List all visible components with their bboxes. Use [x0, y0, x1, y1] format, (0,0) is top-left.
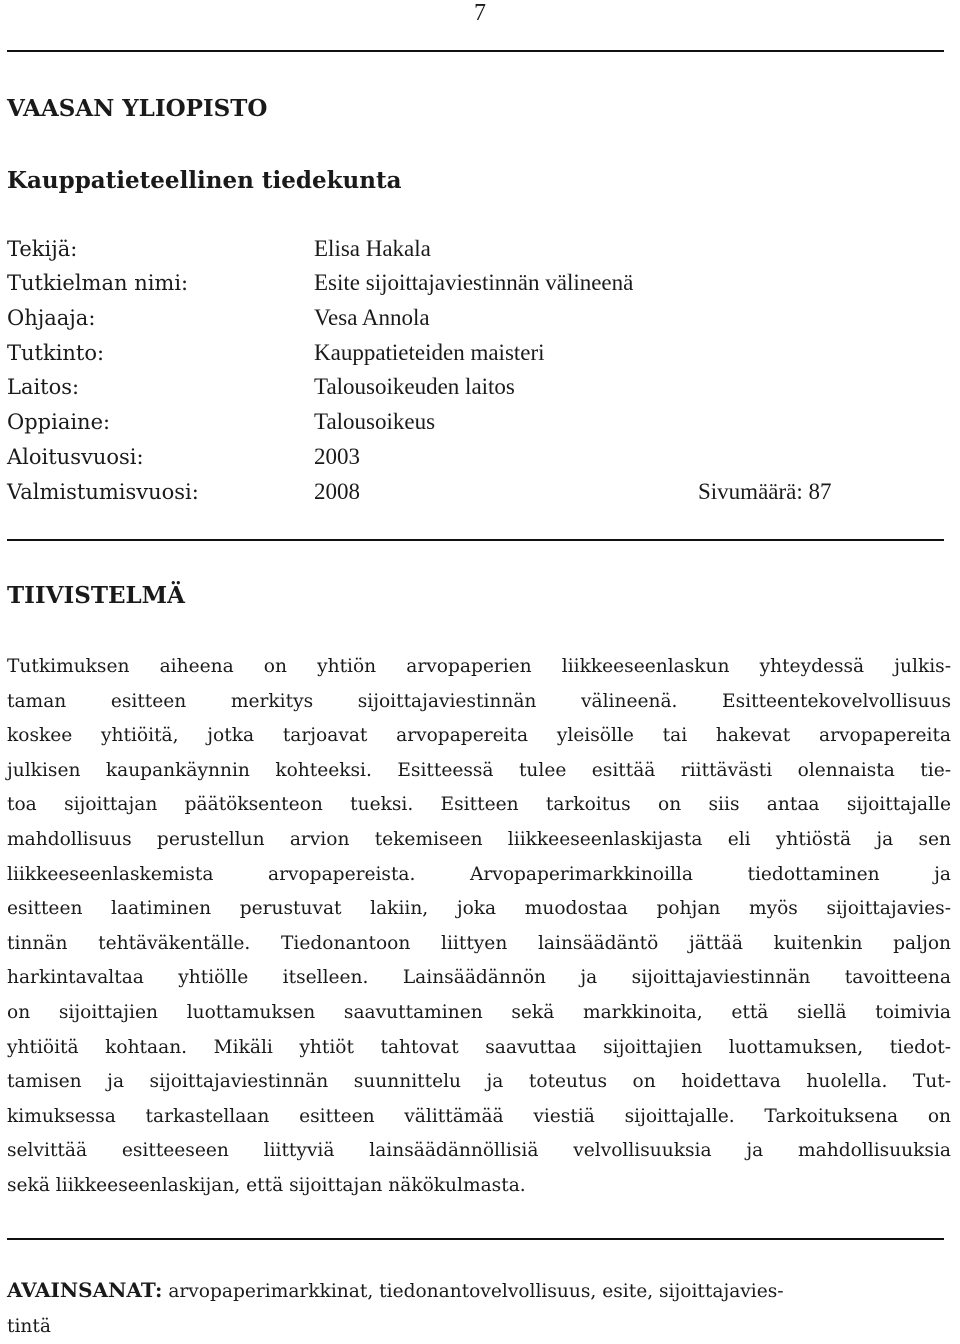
abstract-line: tinnän tehtäväkentälle. Tiedonantoon liittyen lainsäädäntö jättää kuitenkin paljon: [7, 932, 951, 954]
meta-value-author: Elisa Hakala: [314, 236, 431, 261]
meta-label-supervisor: Ohjaaja:: [7, 306, 96, 330]
abstract-line: toa sijoittajan päätöksenteon tueksi. Esitteen tarkoitus on siis antaa sijoittajalle: [7, 794, 951, 816]
meta-page-count: Sivumäärä: 87: [698, 479, 832, 504]
abstract-line: Tutkimuksen aiheena on yhtiön arvopaperien liikkeeseenlaskun yhteydessä julkis-: [7, 656, 951, 677]
page-number: 7: [474, 0, 486, 26]
keywords-list-continued: tintä: [7, 1315, 51, 1337]
meta-label-graduation-year: Valmistumisvuosi:: [7, 480, 199, 504]
header-rule: [7, 50, 944, 52]
abstract-line: selvittää esitteeseen liittyviä lainsäädännöllisiä velvollisuuksia ja mahdollisuuksia: [7, 1140, 951, 1162]
keywords-list: arvopaperimarkkinat, tiedonantovelvollisuus, esite, sijoittajavies-: [162, 1281, 784, 1302]
meta-value-subject: Talousoikeus: [314, 409, 436, 434]
meta-label-subject: Oppiaine:: [7, 410, 111, 434]
abstract-line: tamisen ja sijoittajaviestinnän suunnittelu ja toteutus on hoidettava huolella. Tut-: [7, 1071, 951, 1093]
meta-value-title: Esite sijoittajaviestinnän välineenä: [314, 270, 634, 295]
keywords-section: [7, 1273, 951, 1344]
abstract-line: koskee yhtiöitä, jotka tarjoavat arvopapereita yleisölle tai hakevat arvopapereita: [7, 725, 951, 747]
meta-label-degree: Tutkinto:: [7, 341, 105, 365]
meta-label-department: Laitos:: [7, 375, 80, 399]
section-rule: [7, 539, 944, 541]
keywords-label: AVAINSANAT:: [7, 1278, 163, 1302]
abstract-line: liikkeeseenlaskemista arvopapereista. Arvopaperimarkkinoilla tiedottaminen ja: [7, 863, 951, 885]
faculty-name: Kauppatieteellinen tiedekunta: [7, 167, 402, 194]
abstract-line: esitteen laatiminen perustuvat lakiin, joka muodostaa pohjan myös sijoittajavies-: [7, 898, 951, 920]
meta-label-start-year: Aloitusvuosi:: [7, 445, 144, 469]
abstract-line: yhtiöitä kohtaan. Mikäli yhtiöt tahtovat saavuttaa sijoittajien luottamuksen, tiedot-: [7, 1036, 951, 1058]
abstract-line: taman esitteen merkitys sijoittajaviestinnän välineenä. Esitteentekovelvollisuus: [7, 690, 951, 712]
abstract-line: on sijoittajien luottamuksen saavuttaminen sekä markkinoita, että siellä toimivia: [7, 1001, 951, 1023]
meta-label-author: Tekijä:: [7, 237, 78, 261]
meta-value-degree: Kauppatieteiden maisteri: [314, 340, 545, 365]
meta-value-graduation-year: 2008: [314, 479, 360, 504]
abstract-line: kimuksessa tarkastellaan esitteen välittämää viestiä sijoittajalle. Tarkoituksena on: [7, 1105, 951, 1127]
meta-value-supervisor: Vesa Annola: [314, 305, 430, 330]
meta-value-start-year: 2003: [314, 444, 360, 469]
abstract-line: julkisen kaupankäynnin kohteeksi. Esitteessä tulee esittää riittävästi olennaista tie-: [7, 759, 951, 781]
keywords-rule: [7, 1238, 944, 1240]
meta-label-title: Tutkielman nimi:: [7, 271, 189, 295]
abstract-body: [7, 650, 951, 1204]
abstract-line: harkintavaltaa yhtiölle itselleen. Lainsäädännön ja sijoittajaviestinnän tavoitteena: [7, 967, 951, 989]
abstract-heading: TIIVISTELMÄ: [7, 582, 185, 609]
abstract-line: mahdollisuus perustellun arvion tekemiseen liikkeeseenlaskijasta eli yhtiöstä ja sen: [7, 828, 951, 850]
university-name: VAASAN YLIOPISTO: [7, 95, 268, 122]
meta-value-department: Talousoikeuden laitos: [314, 374, 515, 399]
abstract-line: sekä liikkeeseenlaskijan, että sijoittajan näkökulmasta.: [7, 1174, 526, 1196]
